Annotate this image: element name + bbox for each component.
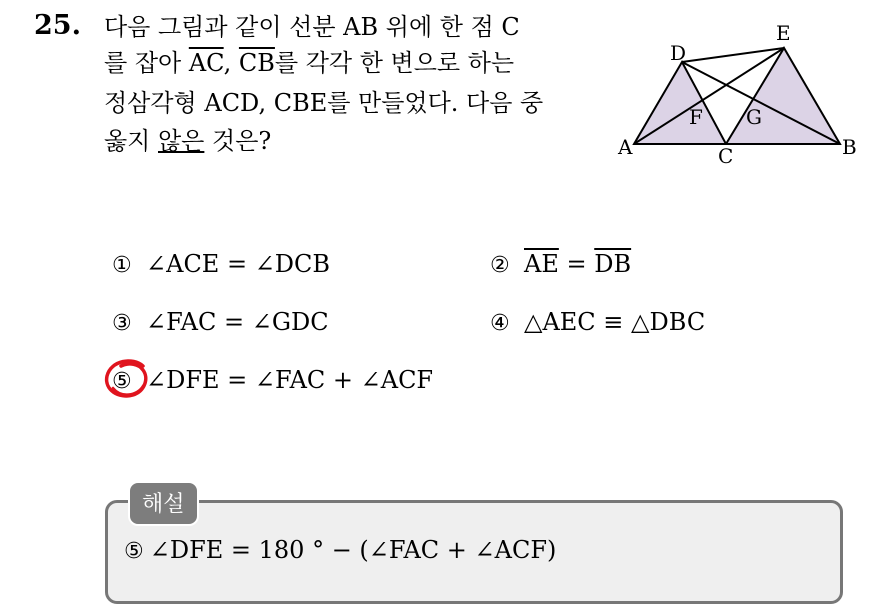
question-line-3: 정삼각형 ACD, CBE를 만들었다. 다음 중 — [104, 89, 544, 117]
label-c: C — [718, 144, 734, 168]
option-4[interactable]: ④ △AEC ≡ △DBC — [490, 308, 706, 336]
label-e: E — [776, 21, 791, 45]
option-1[interactable]: ① ∠ACE = ∠DCB — [112, 250, 331, 278]
option-5[interactable]: ⑤ ∠DFE = ∠FAC + ∠ACF — [112, 366, 434, 394]
segment-de — [682, 48, 784, 62]
label-d: D — [670, 41, 687, 65]
geometry-figure — [612, 18, 862, 168]
question-line-4: 옳지 않은 것은? — [104, 127, 272, 155]
segment-cb: $\overline{CB}$ — [238, 49, 275, 77]
triangle-cbe — [726, 48, 840, 144]
label-a: A — [618, 135, 633, 159]
solution-text: ⑤ ∠DFE = 180 ° − (∠FAC + ∠ACF) — [124, 536, 557, 564]
question-line-2: 를 잡아 $\overline{AC}$, $\overline{CB}$를 각각 한 변으로 하는 — [104, 49, 515, 77]
label-b: B — [842, 135, 857, 159]
label-f: F — [689, 105, 703, 129]
emphasis-not: 않은 — [158, 127, 205, 155]
segment-ac: $\overline{AC}$ — [188, 49, 224, 77]
question-line-1: 다음 그림과 같이 선분 AB 위에 한 점 C — [104, 13, 520, 41]
question-number: 25. — [34, 10, 81, 41]
solution-tag: 해설 — [128, 481, 199, 526]
answer-circle-mark — [103, 358, 151, 400]
option-3[interactable]: ③ ∠FAC = ∠GDC — [112, 308, 329, 336]
option-2[interactable]: ② $\overline{AE} = \overline{DB}$ — [490, 250, 632, 278]
triangle-acd — [634, 62, 726, 144]
label-g: G — [746, 105, 762, 129]
